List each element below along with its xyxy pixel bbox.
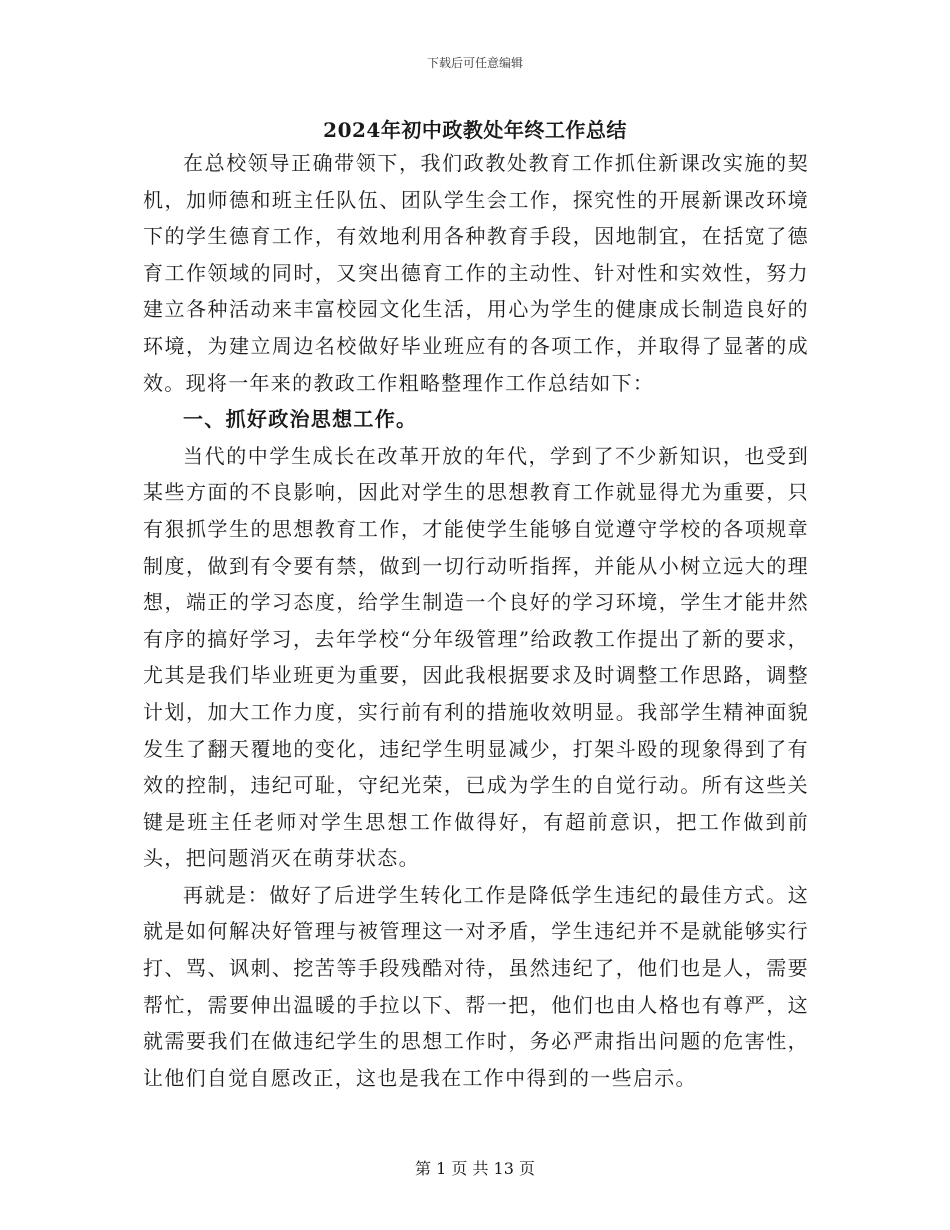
header-note: 下载后可任意编辑 (426, 56, 523, 70)
document-body (143, 145, 809, 1096)
student-transformation-paragraph: 再就是：做好了后进学生转化工作是降低学生违纪的最佳方式。这就是如何解决好管理与被管理这一对矛盾，学生违纪并不是就能够实行打、骂、讽刺、挖苦等手段残酷对待，虽然违纪了，他们也是人，需要帮忙，需要伸出温暖的手拉以下、帮一把，他们也由人格也有尊严，这就需要我们在做违纪学生的思想工作时，务必严肃指出问题的危害性，让他们自觉自愿改正，这也是我在工作中得到的一些启示。 (143, 882, 809, 1090)
page-number: 第 1 页 共 13 页 (415, 1159, 535, 1178)
political-work-paragraph: 当代的中学生成长在改革开放的年代，学到了不少新知识，也受到某些方面的不良影响，因此对学生的思想教育工作就显得尤为重要，只有狠抓学生的思想教育工作，才能使学生能够自觉遵守学校的各项规章制度，做到有令要有禁，做到一切行动听指挥，并能从小树立远大的理想，端正的学习态度，给学生制造一个良好的学习环境，学生才能井然有序的搞好学习，去年学校“分年级管理”给政教工作提出了新的要求，尤其是我们毕业班更为重要，因此我根据要求及时调整工作思路，调整计划，加大工作力度，实行前有利的措施收效明显。我部学生精神面貌发生了翻天覆地的变化，违纪学生明显减少，打架斗殴的现象得到了有效的控制，违纪可耻，守纪光荣，已成为学生的自觉行动。所有这些关键是班主任老师对学生思想工作做得好，有超前意识，把工作做到前头，把问题消灭在萌芽状态。 (143, 443, 809, 871)
section-heading-political-work: 一、抓好政治思想工作。 (183, 407, 418, 432)
intro-paragraph: 在总校领导正确带领下，我们政教处教育工作抓住新课改实施的契机，加师德和班主任队伍、团队学生会工作，探究性的开展新课改环境下的学生德育工作，有效地利用各种教育手段，因地制宜，在括宽了德育工作领域的同时，又突出德育工作的主动性、针对性和实效性，努力建立各种活动来丰富校园文化生活，用心为学生的健康成长制造良好的环境，为建立周边名校做好毕业班应有的各项工作，并取得了显著的成效。现将一年来的教政工作粗略整理作工作总结如下： (143, 151, 809, 395)
document-title: 2024年初中政教处年终工作总结 (323, 118, 627, 142)
